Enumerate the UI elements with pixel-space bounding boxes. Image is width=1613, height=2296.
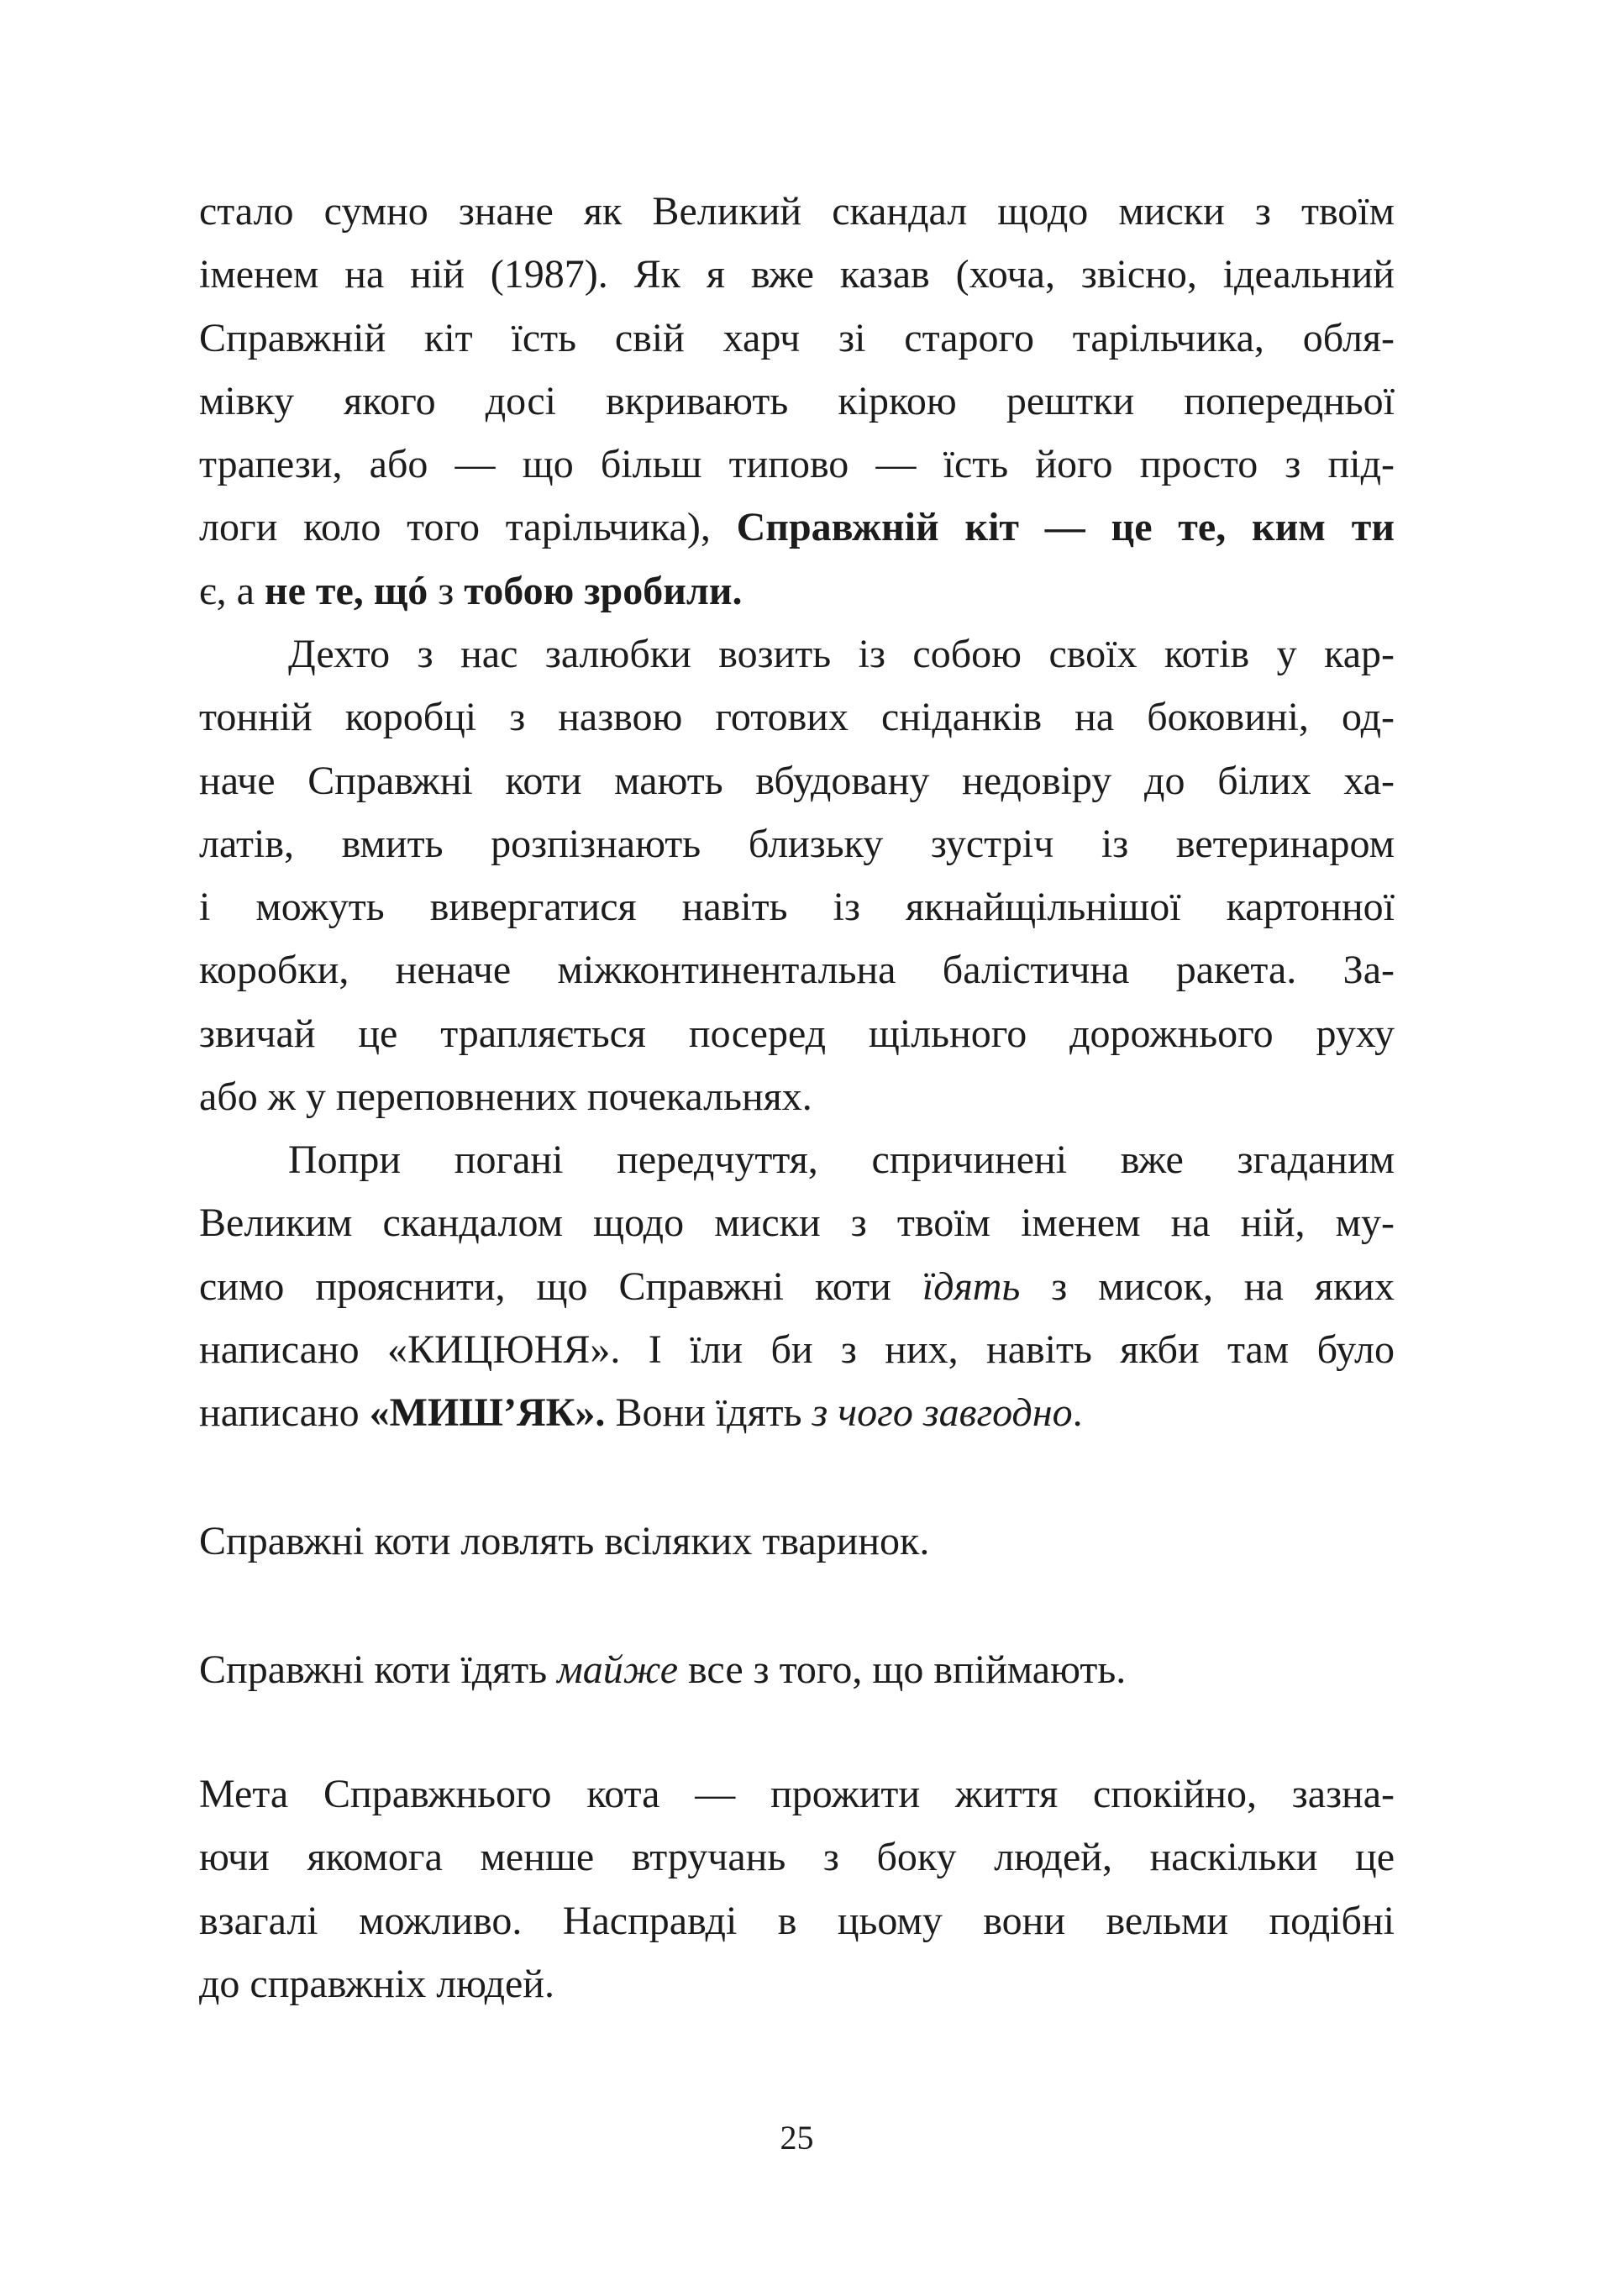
paragraph-5 xyxy=(199,1638,1395,1701)
text-line xyxy=(199,1638,1395,1701)
text-line: до справжніх людей. xyxy=(199,1961,554,2006)
text-segment: є, а xyxy=(199,568,265,613)
text-line: іменем на ній (1987). Як я вже казав (хоча, звісно, ідеальний xyxy=(199,252,1395,297)
text-line xyxy=(199,1381,1395,1444)
text-segment: з xyxy=(428,568,465,613)
bold-text: тобою зробили. xyxy=(464,568,743,613)
text-line: мівку якого досі вкривають кіркою рештки попередньої xyxy=(199,378,1395,423)
text-line: стало сумно знане як Великий скандал щодо миски з твоїм xyxy=(199,189,1395,234)
paragraph-3 xyxy=(199,1128,1395,1444)
text-line xyxy=(199,1255,1395,1318)
italic-text: майже xyxy=(557,1647,679,1692)
text-line: наче Справжні коти мають вбудовану недовіру до білих ха- xyxy=(199,758,1395,803)
text-segment: все з того, що впіймають. xyxy=(678,1647,1127,1692)
text-line: коробки, неначе міжконтинентальна балістична ракета. За- xyxy=(199,948,1395,993)
text-segment: . xyxy=(1072,1390,1083,1436)
text-line: Великим скандалом щодо миски з твоїм іменем на ній, му- xyxy=(199,1201,1395,1246)
text-line: і можуть вивергатися навіть із якнайщільнішої картонної xyxy=(199,885,1395,930)
text-line: ючи якомога менше втручань з боку людей, наскільки це xyxy=(199,1835,1395,1880)
paragraph-2 xyxy=(199,623,1395,1128)
text-line: взагалі можливо. Насправді в цьому вони вельми подібні xyxy=(199,1898,1395,1943)
bold-text: Справжній кіт — це те, ким ти xyxy=(736,505,1395,550)
text-line: Попри погані передчуття, спричинені вже згаданим xyxy=(288,1137,1395,1182)
text-line: Дехто з нас залюбки возить із собою своїх котів у кар- xyxy=(288,632,1395,676)
text-line xyxy=(199,496,1395,559)
bold-text: не те, щó xyxy=(264,568,428,613)
text-line xyxy=(199,560,1395,623)
paragraph-1 xyxy=(199,180,1395,623)
paragraph-6 xyxy=(199,1763,1395,2015)
text-segment: написано xyxy=(199,1390,370,1436)
bold-text: «МИШ’ЯК». xyxy=(369,1390,606,1436)
text-segment: логи коло того тарільчика), xyxy=(199,505,737,550)
text-line: трапези, або — що більш типово — їсть його просто з під- xyxy=(199,442,1395,487)
text-line: Справжній кіт їсть свій харч зі старого тарільчика, обля- xyxy=(199,315,1395,360)
text-segment: симо прояснити, що Справжні коти xyxy=(199,1264,922,1309)
italic-text: їдять xyxy=(922,1264,1021,1309)
italic-text: з чого завгодно xyxy=(812,1390,1073,1436)
text-line: звичай це трапляється посеред щільного дорожнього руху xyxy=(199,1011,1395,1056)
text-line: латів, вмить розпізнають близьку зустріч із ветеринаром xyxy=(199,821,1395,866)
text-segment: Справжні коти їдять xyxy=(199,1647,558,1692)
text-line: Мета Справжнього кота — прожити життя спокійно, зазна- xyxy=(199,1772,1395,1816)
page-number: 25 xyxy=(780,2119,814,2157)
text-segment: Вони їдять xyxy=(605,1390,812,1436)
text-segment: з мисок, на яких xyxy=(1020,1264,1395,1309)
paragraph-4 xyxy=(199,1510,1395,1573)
text-line: або ж у переповнених почекальнях. xyxy=(199,1074,812,1120)
text-line: Справжні коти ловлять всіляких тваринок. xyxy=(199,1519,930,1563)
text-line: тонній коробці з назвою готових сніданків на боковині, од- xyxy=(199,695,1395,740)
text-line: написано «КИЦЮНЯ». І їли би з них, навіть якби там було xyxy=(199,1327,1395,1372)
